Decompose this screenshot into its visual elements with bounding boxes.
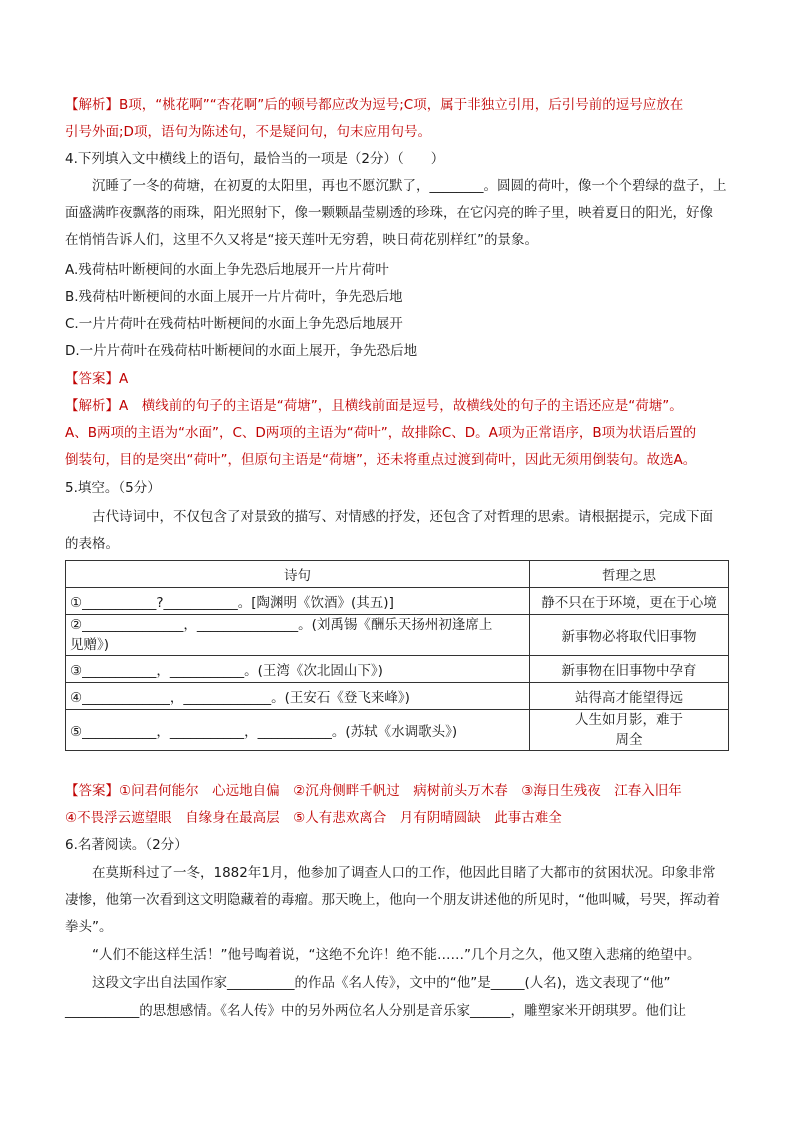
poem-cell: ③___________，___________。(王湾《次北固山下》) <box>66 656 530 683</box>
thought-cell: 站得高才能望得远 <box>530 683 729 710</box>
answer-label: 【答案】 <box>65 783 119 799</box>
header-thought: 哲理之思 <box>530 561 729 588</box>
q6-question-line2: ___________的思想感情。《名人传》中的另外两位名人分别是音乐家______，雕塑家米开朗琪罗。他们让 <box>65 1003 686 1019</box>
thought-cell: 静不只在于环境，更在于心境 <box>530 588 729 615</box>
analysis-label: 【解析】 <box>65 398 119 414</box>
q5-intro-line2: 的表格。 <box>65 536 119 552</box>
table-row <box>66 588 729 615</box>
q4-passage-line1: 沉睡了一冬的荷塘，在初夏的太阳里，再也不愿沉默了，________。圆圆的荷叶，像一个个碧绿的盘子，上 <box>92 178 727 194</box>
table-row <box>66 656 729 683</box>
q5-intro-line1: 古代诗词中，不仅包含了对景致的描写、对情感的抒发，还包含了对哲理的思索。请根据提示，完成下面 <box>92 509 713 525</box>
poem-cell: ⑤___________，___________，___________。(苏轼《水调歌头》) <box>66 710 530 751</box>
poem-cell <box>66 615 530 656</box>
thought-cell: 新事物必将取代旧事物 <box>530 615 729 656</box>
q6-passage-line3: 拳头”。 <box>65 919 113 935</box>
q6-passage-line4: “人们不能这样生活！”他号啕着说，“这绝不允许！绝不能……”几个月之久，他又堕入悲痛的绝望中。 <box>92 947 701 963</box>
header-poem: 诗句 <box>66 561 530 588</box>
table-row <box>66 710 729 751</box>
q4-passage-line2: 面盛满昨夜飘落的雨珠，阳光照射下，像一颗颗晶莹剔透的珍珠，在它闪亮的眸子里，映着夏日的阳光，好像 <box>65 205 713 221</box>
q3-analysis-line1 <box>65 96 735 114</box>
q6-question-line1: 这段文字出自法国作家__________的作品《名人传》，文中的“他”是_____(人名)，选文表现了“他” <box>92 975 671 991</box>
q4-passage-line3: 在悄悄告诉人们，这里不久又将是“接天莲叶无穷碧，映日荷花别样红”的景象。 <box>65 232 538 248</box>
q4-analysis-line3: 倒装句，目的是突出“荷叶”，但原句主语是“荷塘”，还未将重点过渡到荷叶，因此无须用倒装句。故选A。 <box>65 452 697 468</box>
q4-option-d: D.一片片荷叶在残荷枯叶断梗间的水面上展开，争先恐后地 <box>65 343 418 359</box>
analysis-label: 【解析】 <box>65 97 119 113</box>
q3-analysis-line2: 引号外面;D项，语句为陈述句，不是疑问句，句末应用句号。 <box>65 124 431 140</box>
answer-label: 【答案】 <box>65 371 119 387</box>
q6-passage-line1: 在莫斯科过了一冬，1882年1月，他参加了调查人口的工作，他因此目睹了大都市的贫困状况。印象非常 <box>92 865 716 881</box>
q5-answer-line2: ④不畏浮云遮望眼 自缘身在最高层 ⑤人有悲欢离合 月有阴晴圆缺 此事古难全 <box>65 810 562 826</box>
q4-analysis-line1 <box>65 397 735 415</box>
thought-line: 周全 <box>615 732 643 748</box>
q6-stem: 6.名著阅读。（2分） <box>65 837 188 853</box>
table-row <box>66 683 729 710</box>
q4-option-b: B.残荷枯叶断梗间的水面上展开一片片荷叶，争先恐后地 <box>65 289 403 305</box>
q4-analysis-line2: A、B两项的主语为“水面”，C、D两项的主语为“荷叶”，故排除C、D。A项为正常语序，B项为状语后置的 <box>65 425 697 441</box>
q4-option-a: A.残荷枯叶断梗间的水面上争先恐后地展开一片片荷叶 <box>65 262 389 278</box>
poem-line: 见赠》) <box>70 637 110 653</box>
thought-line: 人生如月影，难于 <box>575 712 683 728</box>
thought-cell: 新事物在旧事物中孕育 <box>530 656 729 683</box>
poem-table <box>65 560 729 751</box>
analysis-text: A 横线前的句子的主语是“荷塘”，且横线前面是逗号，故横线处的句子的主语还应是“荷塘”。 <box>119 398 683 414</box>
answer-text: ①问君何能尔 心远地自偏 ②沉舟侧畔千帆过 病树前头万木春 ③海日生残夜 江春入旧年 <box>119 783 682 799</box>
poem-cell: ④_____________，_____________。(王安石《登飞来峰》) <box>66 683 530 710</box>
q4-option-c: C.一片片荷叶在残荷枯叶断梗间的水面上争先恐后地展开 <box>65 316 403 332</box>
table-header-row <box>66 561 729 588</box>
table-row <box>66 615 729 656</box>
analysis-text: B项，“桃花啊”“杏花啊”后的顿号都应改为逗号;C项，属于非独立引用，后引号前的逗号应放在 <box>119 97 684 113</box>
q4-stem: 4.下列填入文中横线上的语句，最恰当的一项是（2分）（ ） <box>65 151 445 167</box>
poem-line: ②_______________，_______________。(刘禹锡《酬乐天扬州初逢席上 <box>70 617 493 633</box>
q6-passage-line2: 凄惨，他第一次看到这文明隐藏着的毒瘤。那天晚上，他向一个朋友讲述他的所见时，“他叫喊，号哭，挥动着 <box>65 892 720 908</box>
poem-cell: ①___________?___________。[陶渊明《饮酒》(其五)] <box>66 588 530 615</box>
q4-answer <box>65 370 735 388</box>
q5-stem: 5.填空。（5分） <box>65 480 161 496</box>
q5-answer-line1 <box>65 782 735 800</box>
answer-value: A <box>119 371 129 387</box>
thought-cell <box>530 710 729 751</box>
